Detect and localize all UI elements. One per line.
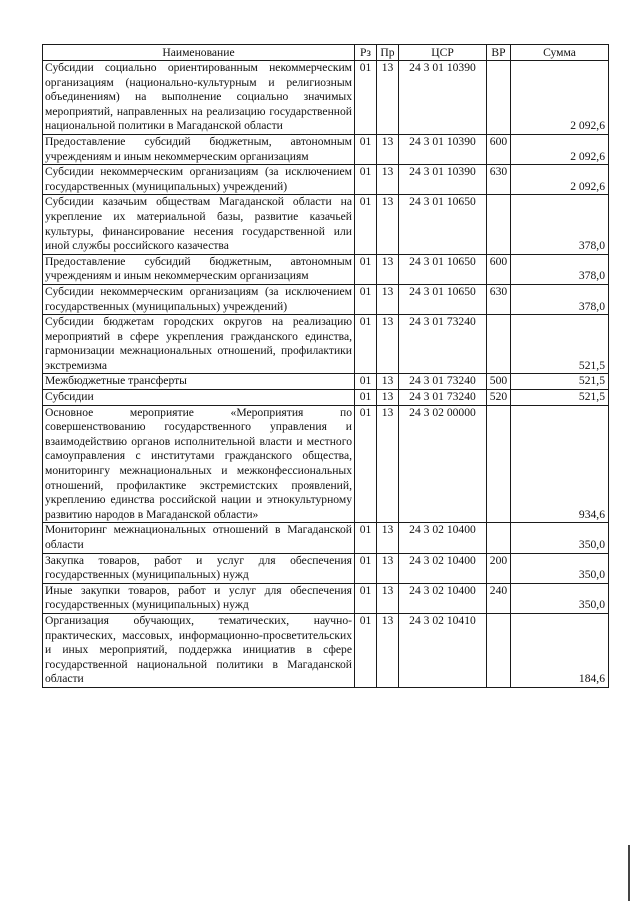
header-pr: Пр	[377, 45, 399, 61]
header-rz: Рз	[355, 45, 377, 61]
cell-sum: 350,0	[511, 523, 609, 553]
cell-pr: 13	[377, 613, 399, 687]
cell-pr: 13	[377, 553, 399, 583]
cell-sum: 2 092,6	[511, 134, 609, 164]
cell-name: Мониторинг межнациональных отношений в Магаданской области	[43, 523, 355, 553]
table-row	[43, 134, 609, 164]
cell-sum: 521,5	[511, 315, 609, 374]
table-row	[43, 553, 609, 583]
cell-sum: 2 092,6	[511, 61, 609, 135]
cell-csr: 24 3 01 73240	[399, 315, 487, 374]
cell-pr: 13	[377, 254, 399, 284]
cell-rz: 01	[355, 405, 377, 523]
cell-pr: 13	[377, 284, 399, 314]
table-row	[43, 165, 609, 195]
cell-sum: 2 092,6	[511, 165, 609, 195]
table-row	[43, 583, 609, 613]
cell-csr: 24 3 01 10390	[399, 165, 487, 195]
cell-rz: 01	[355, 254, 377, 284]
cell-vr: 240	[487, 583, 511, 613]
cell-rz: 01	[355, 390, 377, 406]
cell-csr: 24 3 01 73240	[399, 390, 487, 406]
cell-vr: 500	[487, 374, 511, 390]
table-row	[43, 254, 609, 284]
cell-rz: 01	[355, 284, 377, 314]
cell-name: Субсидии некоммерческим организациям (за исключением государственных (муниципальных) учреждений)	[43, 284, 355, 314]
cell-vr: 630	[487, 284, 511, 314]
cell-csr: 24 3 01 73240	[399, 374, 487, 390]
cell-pr: 13	[377, 405, 399, 523]
cell-vr	[487, 315, 511, 374]
table-row	[43, 523, 609, 553]
cell-sum: 521,5	[511, 390, 609, 406]
cell-csr: 24 3 02 10410	[399, 613, 487, 687]
cell-rz: 01	[355, 583, 377, 613]
cell-pr: 13	[377, 583, 399, 613]
cell-rz: 01	[355, 315, 377, 374]
cell-name: Субсидии некоммерческим организациям (за исключением государственных (муниципальных) учреждений)	[43, 165, 355, 195]
cell-pr: 13	[377, 61, 399, 135]
cell-pr: 13	[377, 165, 399, 195]
cell-csr: 24 3 02 10400	[399, 583, 487, 613]
cell-name: Межбюджетные трансферты	[43, 374, 355, 390]
table-header-row	[43, 45, 609, 61]
cell-vr	[487, 523, 511, 553]
cell-rz: 01	[355, 553, 377, 583]
cell-vr: 600	[487, 134, 511, 164]
cell-sum: 378,0	[511, 195, 609, 254]
cell-csr: 24 3 02 10400	[399, 523, 487, 553]
page-edge-mark	[628, 845, 630, 901]
cell-pr: 13	[377, 315, 399, 374]
cell-rz: 01	[355, 374, 377, 390]
cell-vr	[487, 195, 511, 254]
cell-vr	[487, 61, 511, 135]
table-row	[43, 374, 609, 390]
cell-sum: 378,0	[511, 254, 609, 284]
cell-csr: 24 3 01 10390	[399, 61, 487, 135]
cell-vr: 520	[487, 390, 511, 406]
cell-pr: 13	[377, 390, 399, 406]
cell-csr: 24 3 02 00000	[399, 405, 487, 523]
table-row	[43, 405, 609, 523]
cell-csr: 24 3 01 10650	[399, 284, 487, 314]
cell-rz: 01	[355, 165, 377, 195]
cell-vr: 600	[487, 254, 511, 284]
cell-pr: 13	[377, 134, 399, 164]
table-row	[43, 390, 609, 406]
cell-pr: 13	[377, 523, 399, 553]
cell-rz: 01	[355, 134, 377, 164]
cell-name: Субсидии бюджетам городских округов на реализацию мероприятий в сфере укрепления гражданского единства, гармонизации межнациональных отношений, профилактики экстремизма	[43, 315, 355, 374]
cell-name: Субсидии казачьим обществам Магаданской области на укрепление их материальной базы, развитие казачьей культуры, финансирование несения государственной или иной службы российского казачества	[43, 195, 355, 254]
cell-sum: 350,0	[511, 583, 609, 613]
table-row	[43, 613, 609, 687]
table-row	[43, 61, 609, 135]
cell-name: Закупка товаров, работ и услуг для обеспечения государственных (муниципальных) нужд	[43, 553, 355, 583]
table-row	[43, 284, 609, 314]
table-row	[43, 315, 609, 374]
cell-vr: 630	[487, 165, 511, 195]
cell-pr: 13	[377, 195, 399, 254]
cell-vr	[487, 613, 511, 687]
cell-rz: 01	[355, 523, 377, 553]
cell-rz: 01	[355, 613, 377, 687]
cell-sum: 934,6	[511, 405, 609, 523]
budget-table	[42, 44, 609, 688]
cell-pr: 13	[377, 374, 399, 390]
cell-sum: 378,0	[511, 284, 609, 314]
cell-csr: 24 3 01 10650	[399, 254, 487, 284]
cell-csr: 24 3 02 10400	[399, 553, 487, 583]
cell-name: Предоставление субсидий бюджетным, автономным учреждениям и иным некоммерческим организациям	[43, 254, 355, 284]
cell-vr: 200	[487, 553, 511, 583]
cell-name: Организация обучающих, тематических, научно-практических, массовых, информационно-просветительских и иных мероприятий, поддержка инициатив в сфере государственной национальной политики в Магаданской области	[43, 613, 355, 687]
cell-name: Предоставление субсидий бюджетным, автономным учреждениям и иным некоммерческим организациям	[43, 134, 355, 164]
cell-sum: 350,0	[511, 553, 609, 583]
header-vr: ВР	[487, 45, 511, 61]
cell-name: Иные закупки товаров, работ и услуг для обеспечения государственных (муниципальных) нужд	[43, 583, 355, 613]
cell-sum: 521,5	[511, 374, 609, 390]
cell-rz: 01	[355, 61, 377, 135]
header-sum: Сумма	[511, 45, 609, 61]
cell-name: Субсидии социально ориентированным некоммерческим организациям (национально-культурным и религиозным объединениям) на выполнение социально значимых мероприятий, направленных на реализацию государственной национальной политики в Магаданской области	[43, 61, 355, 135]
cell-name: Субсидии	[43, 390, 355, 406]
cell-vr	[487, 405, 511, 523]
cell-csr: 24 3 01 10390	[399, 134, 487, 164]
cell-csr: 24 3 01 10650	[399, 195, 487, 254]
cell-sum: 184,6	[511, 613, 609, 687]
header-name: Наименование	[43, 45, 355, 61]
table-row	[43, 195, 609, 254]
header-csr: ЦСР	[399, 45, 487, 61]
cell-name: Основное мероприятие «Мероприятия по совершенствованию государственного управления и взаимодействию органов исполнительной власти и местного самоуправления с институтами гражданского общества, мониторингу межнациональных и межконфессиональных отношений, профилактике экстремистских проявлений, укреплению единства российской нации и этнокультурному развитию народов в Магаданской области»	[43, 405, 355, 523]
cell-rz: 01	[355, 195, 377, 254]
